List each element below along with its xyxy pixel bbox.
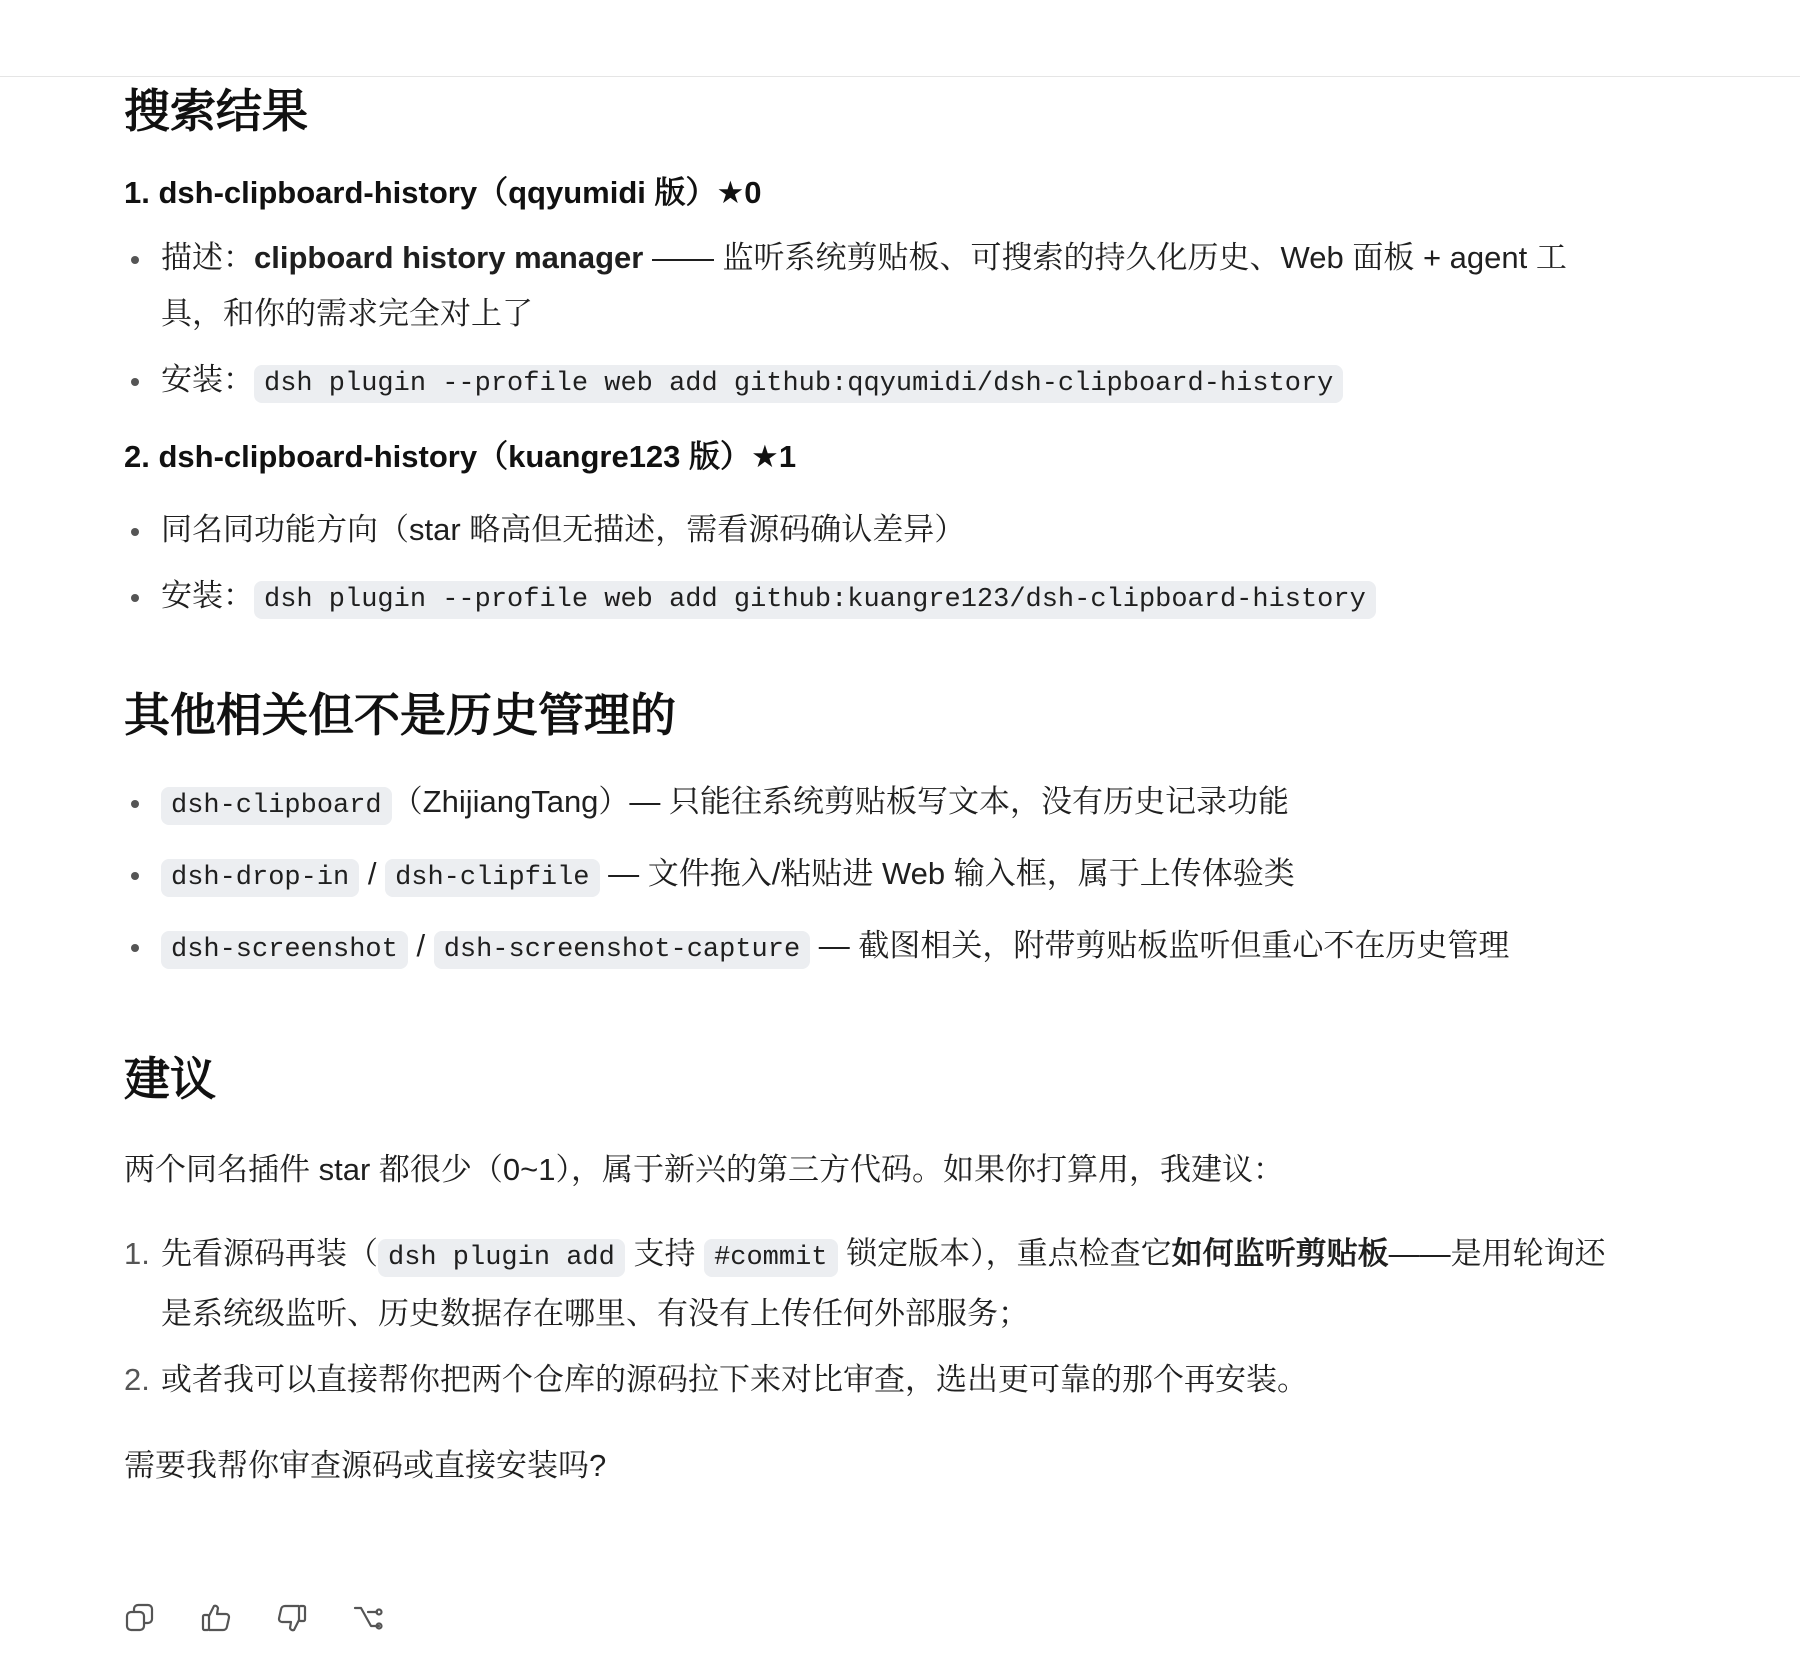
list-item [124,918,1624,978]
list-item [124,1226,1624,1342]
step-text: 支持 [624,1236,705,1271]
plugin-name: dsh-clipfile [385,859,599,897]
closing-question: 需要我帮你审查源码或直接安装吗? [124,1448,607,1483]
step-number: 2. [124,1362,150,1397]
desc-bold: clipboard history manager [254,240,644,275]
thumbs-down-icon [276,1602,308,1634]
section-heading-advice: 建议 [124,1053,216,1105]
thumbs-up-button[interactable] [200,1602,232,1634]
plugin-name: dsh-drop-in [161,859,359,897]
install-label: 安装： [161,362,254,397]
separator: / [407,928,434,963]
result-title-1: 1. dsh-clipboard-history（qqyumidi 版）★0 [124,175,762,210]
top-bar [0,0,1800,77]
advice-list [124,1226,1624,1408]
desc-text: —— 监听系统剪贴板、可搜索的持久化历史、Web 面板 + agent 工具，和你的需求完全对上了 [161,240,1567,331]
list-item [124,568,1624,628]
related-list [124,774,1624,978]
thumbs-up-icon [200,1602,232,1634]
list-item [124,1352,1624,1408]
result-title-2: 2. dsh-clipboard-history（kuangre123 版）★1 [124,439,797,474]
list-item [124,230,1624,342]
item-text: — 截图相关，附带剪贴板监听但重心不在历史管理 [810,928,1510,963]
section-heading-related: 其他相关但不是历史管理的 [124,689,676,741]
step-text: 先看源码再装（ [161,1236,378,1271]
inline-code: dsh plugin add [378,1239,625,1277]
message-content [124,76,1624,1494]
step-text: 或者我可以直接帮你把两个仓库的源码拉下来对比审查，选出更可靠的那个再安装。 [161,1362,1308,1397]
list-item [124,846,1624,906]
thumbs-down-button[interactable] [276,1602,308,1634]
copy-button[interactable] [124,1602,156,1634]
advice-intro: 两个同名插件 star 都很少（0~1），属于新兴的第三方代码。如果你打算用，我建议： [124,1152,1284,1187]
result-1-details [124,230,1624,412]
message-actions [124,1598,384,1638]
install-command: dsh plugin --profile web add github:qqyumidi/dsh-clipboard-history [254,365,1343,403]
list-item [124,774,1624,834]
list-item [124,352,1624,412]
separator: / [359,856,386,891]
copy-icon [124,1602,156,1634]
plugin-name: dsh-screenshot-capture [434,931,810,969]
inline-code: #commit [704,1239,837,1277]
result-2-details [124,502,1624,628]
list-item: 同名同功能方向（star 略高但无描述，需看源码确认差异） [124,502,1624,558]
plugin-name: dsh-clipboard [161,787,392,825]
step-text: ——是用轮询还是系统级监听、历史数据存在哪里、有没有上传任何外部服务； [161,1236,1606,1331]
plugin-name: dsh-screenshot [161,931,408,969]
item-text: （ZhijiangTang）— 只能往系统剪贴板写文本，没有历史记录功能 [391,784,1290,819]
item-text: — 文件拖入/粘贴进 Web 输入框，属于上传体验类 [599,856,1295,891]
branch-button[interactable] [352,1602,384,1634]
desc-label: 描述： [161,240,254,275]
install-command: dsh plugin --profile web add github:kuangre123/dsh-clipboard-history [254,581,1376,619]
install-label: 安装： [161,578,254,613]
step-bold: 如何监听剪贴板 [1171,1236,1389,1271]
step-number: 1. [124,1236,150,1271]
step-text: 锁定版本），重点检查它 [837,1236,1172,1271]
section-heading-search-results: 搜索结果 [124,85,308,137]
branch-icon [352,1602,384,1634]
